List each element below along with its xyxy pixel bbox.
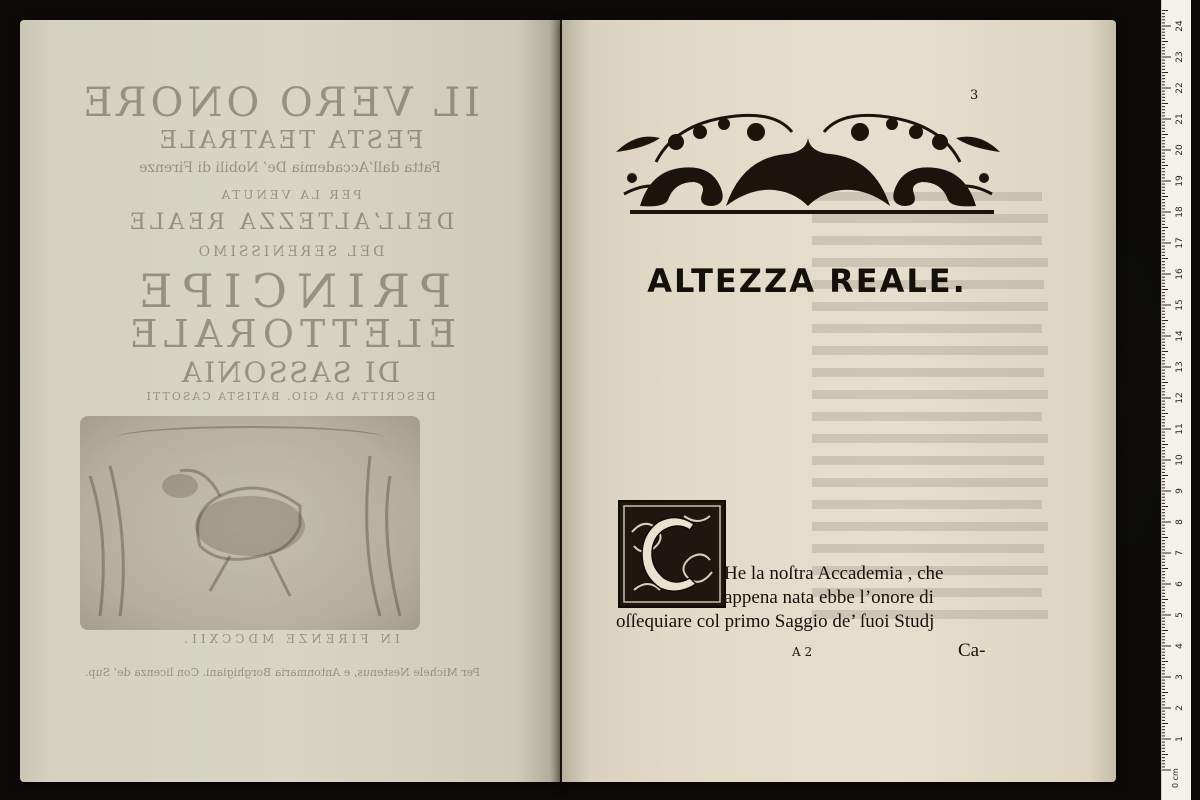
body-line: appena nata ebbe l’onore di: [724, 587, 934, 608]
measurement-ruler: [1161, 0, 1191, 800]
ruler-tick-label: 8: [1175, 519, 1185, 525]
ruler-tick-label: 18: [1175, 206, 1185, 218]
ruler-tick-label: 7: [1175, 550, 1185, 556]
body-line: oſſequiare col primo Saggio de’ ſuoi Studj: [616, 611, 935, 632]
show-through-line: IN FIRENZE MDCCXII.: [180, 632, 400, 646]
left-page: [20, 20, 560, 782]
page-number: 3: [970, 88, 979, 103]
show-through-line: DI SASSONIA: [179, 356, 401, 389]
show-through-line: Fatta dall’Accademia De’ Nobili di Firenze: [139, 160, 441, 176]
show-through-engraving: [80, 416, 420, 630]
horse-engraving-icon: [80, 416, 420, 630]
ruler-tick-label: 9: [1175, 488, 1185, 494]
ruler-tick-label: 11: [1175, 423, 1185, 435]
show-through-line: DEL SERENISSIMO: [195, 244, 385, 260]
ruler-tick-label: 24: [1175, 20, 1185, 32]
ruler-tick-label: 5: [1175, 612, 1185, 618]
show-through-line: PRINCIPE: [129, 264, 451, 318]
ruler-tick-label: 19: [1175, 175, 1185, 187]
ruler-tick-label: 10: [1175, 454, 1185, 466]
ruler-tick-label: 4: [1175, 643, 1185, 649]
show-through-line: Per Michele Nestenus, e Antonmaria Borghigiani. Con licenza de’ Sup.: [84, 666, 480, 679]
right-page: [562, 20, 1116, 782]
catchword: Ca-: [958, 640, 986, 661]
ruler-tick-label: 2: [1175, 705, 1185, 711]
ruler-tick-label: 13: [1175, 361, 1185, 373]
body-line: He la noſtra Accademia , che: [724, 563, 944, 584]
show-through-line: FESTA TEATRALE: [156, 126, 424, 154]
ruler-tick-label: 15: [1175, 299, 1185, 311]
ruler-tick-label: 20: [1175, 144, 1185, 156]
show-through-line: IL VERO ONORE: [79, 80, 480, 126]
page-title: ALTEZZA REALE.: [647, 262, 967, 300]
ruler-unit-label: 0 cm: [1171, 768, 1180, 788]
open-book: [20, 20, 1116, 782]
ruler-tick-label: 3: [1175, 674, 1185, 680]
ruler-tick-label: 21: [1175, 113, 1185, 125]
show-through-title-page: [20, 20, 560, 782]
ruler-tick-label: 14: [1175, 330, 1185, 342]
ornamental-headpiece-icon: [616, 102, 1000, 220]
ruler-tick-label: 23: [1175, 51, 1185, 63]
decorated-initial-C-icon: [618, 500, 726, 608]
show-through-line: DELL’ALTEZZA REALE: [125, 210, 455, 235]
ruler-tick-label: 22: [1175, 82, 1185, 94]
show-through-line: ELETTORALE: [123, 312, 457, 356]
ruler-tick-label: 1: [1175, 736, 1185, 742]
ruler-tick-label: 17: [1175, 237, 1185, 249]
ruler-tick-label: 12: [1175, 392, 1185, 404]
ruler-tick-label: 6: [1175, 581, 1185, 587]
show-through-line: PER LA VENUTA: [218, 188, 362, 202]
signature-mark: A 2: [792, 645, 813, 659]
show-through-line: DESCRITTA DA GIO. BATISTA CASOTTI: [144, 390, 436, 403]
ruler-tick-label: 16: [1175, 268, 1185, 280]
